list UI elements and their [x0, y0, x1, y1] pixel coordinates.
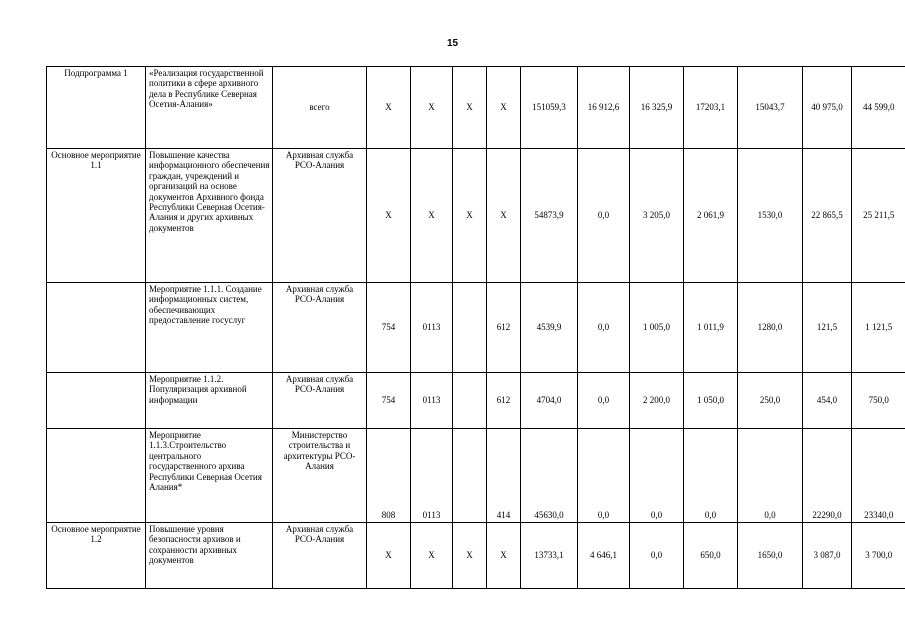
responsible-cell: Архивная служба РСО-Алания: [273, 149, 367, 283]
value-cell: 16 912,6: [578, 67, 630, 149]
code-cell: Х: [453, 523, 487, 589]
description-cell: «Реализация государственной политики в сфере архивного дела в Республике Северная Осетия-Алания»: [146, 67, 273, 149]
value-cell: 40 975,0: [803, 67, 852, 149]
value-cell: 1280,0: [738, 283, 803, 373]
code-cell: 612: [487, 373, 521, 429]
table-row: [47, 149, 905, 283]
value-cell: 1 121,5: [852, 283, 905, 373]
code-cell: Х: [453, 149, 487, 283]
value-cell: 0,0: [578, 373, 630, 429]
code-cell: [453, 283, 487, 373]
responsible-cell: Архивная служба РСО-Алания: [273, 523, 367, 589]
subprogram-cell: [47, 283, 146, 373]
table-row: [47, 283, 905, 373]
table-row: [47, 67, 905, 149]
value-cell: 0,0: [630, 429, 684, 523]
value-cell: 23340,0: [852, 429, 905, 523]
value-cell: 650,0: [684, 523, 738, 589]
description-cell: Повышение качества информационного обеспечения граждан, учреждений и организаций на основе документов Архивного фонда Республики Северная Осетия-Алания и других архивных документов: [146, 149, 273, 283]
value-cell: 22 865,5: [803, 149, 852, 283]
value-cell: 44 599,0: [852, 67, 905, 149]
description-cell: Мероприятие 1.1.2. Популяризация архивной информации: [146, 373, 273, 429]
code-cell: Х: [411, 523, 453, 589]
code-cell: 414: [487, 429, 521, 523]
value-cell: 454,0: [803, 373, 852, 429]
value-cell: 17203,1: [684, 67, 738, 149]
description-cell: Мероприятие 1.1.3.Строительство центрального государственного архива Республики Северная Осетия Алания*: [146, 429, 273, 523]
code-cell: Х: [411, 149, 453, 283]
value-cell: 2 200,0: [630, 373, 684, 429]
subprogram-cell: Подпрограмма 1: [47, 67, 146, 149]
value-cell: 16 325,9: [630, 67, 684, 149]
value-cell: 13733,1: [521, 523, 578, 589]
code-cell: Х: [487, 149, 521, 283]
value-cell: 1 050,0: [684, 373, 738, 429]
value-cell: 45630,0: [521, 429, 578, 523]
value-cell: 121,5: [803, 283, 852, 373]
responsible-cell: Министерство строительства и архитектуры РСО-Алания: [273, 429, 367, 523]
page-number: 15: [446, 38, 459, 49]
table-row: [47, 373, 905, 429]
value-cell: 0,0: [578, 283, 630, 373]
value-cell: 4 646,1: [578, 523, 630, 589]
value-cell: 4704,0: [521, 373, 578, 429]
subprogram-cell: [47, 373, 146, 429]
code-cell: 754: [367, 373, 411, 429]
code-cell: Х: [487, 523, 521, 589]
program-table: [46, 66, 905, 589]
value-cell: 1650,0: [738, 523, 803, 589]
code-cell: [453, 373, 487, 429]
value-cell: 0,0: [578, 149, 630, 283]
code-cell: 0113: [411, 283, 453, 373]
code-cell: Х: [487, 67, 521, 149]
value-cell: 1530,0: [738, 149, 803, 283]
value-cell: 151059,3: [521, 67, 578, 149]
code-cell: 808: [367, 429, 411, 523]
code-cell: Х: [367, 523, 411, 589]
value-cell: 2 061,9: [684, 149, 738, 283]
responsible-cell: Архивная служба РСО-Алания: [273, 283, 367, 373]
value-cell: 250,0: [738, 373, 803, 429]
value-cell: 0,0: [578, 429, 630, 523]
value-cell: 1 011,9: [684, 283, 738, 373]
code-cell: 0113: [411, 429, 453, 523]
description-cell: Мероприятие 1.1.1. Создание информационных систем, обеспечивающих предоставление госуслуг: [146, 283, 273, 373]
value-cell: 54873,9: [521, 149, 578, 283]
table-row: [47, 429, 905, 523]
value-cell: 3 205,0: [630, 149, 684, 283]
value-cell: 0,0: [630, 523, 684, 589]
code-cell: Х: [453, 67, 487, 149]
responsible-cell: всего: [273, 67, 367, 149]
value-cell: 750,0: [852, 373, 905, 429]
value-cell: 0,0: [738, 429, 803, 523]
code-cell: Х: [367, 149, 411, 283]
value-cell: 22290,0: [803, 429, 852, 523]
responsible-cell: Архивная служба РСО-Алания: [273, 373, 367, 429]
value-cell: 3 087,0: [803, 523, 852, 589]
subprogram-cell: [47, 429, 146, 523]
value-cell: 3 700,0: [852, 523, 905, 589]
code-cell: [453, 429, 487, 523]
table-row: [47, 523, 905, 589]
value-cell: 4539,9: [521, 283, 578, 373]
code-cell: 0113: [411, 373, 453, 429]
code-cell: Х: [411, 67, 453, 149]
value-cell: 0,0: [684, 429, 738, 523]
value-cell: 25 211,5: [852, 149, 905, 283]
subprogram-cell: Основное мероприятие 1.1: [47, 149, 146, 283]
value-cell: 1 005,0: [630, 283, 684, 373]
subprogram-cell: Основное мероприятие 1.2: [47, 523, 146, 589]
code-cell: 754: [367, 283, 411, 373]
value-cell: 15043,7: [738, 67, 803, 149]
code-cell: Х: [367, 67, 411, 149]
code-cell: 612: [487, 283, 521, 373]
description-cell: Повышение уровня безопасности архивов и сохранности архивных документов: [146, 523, 273, 589]
